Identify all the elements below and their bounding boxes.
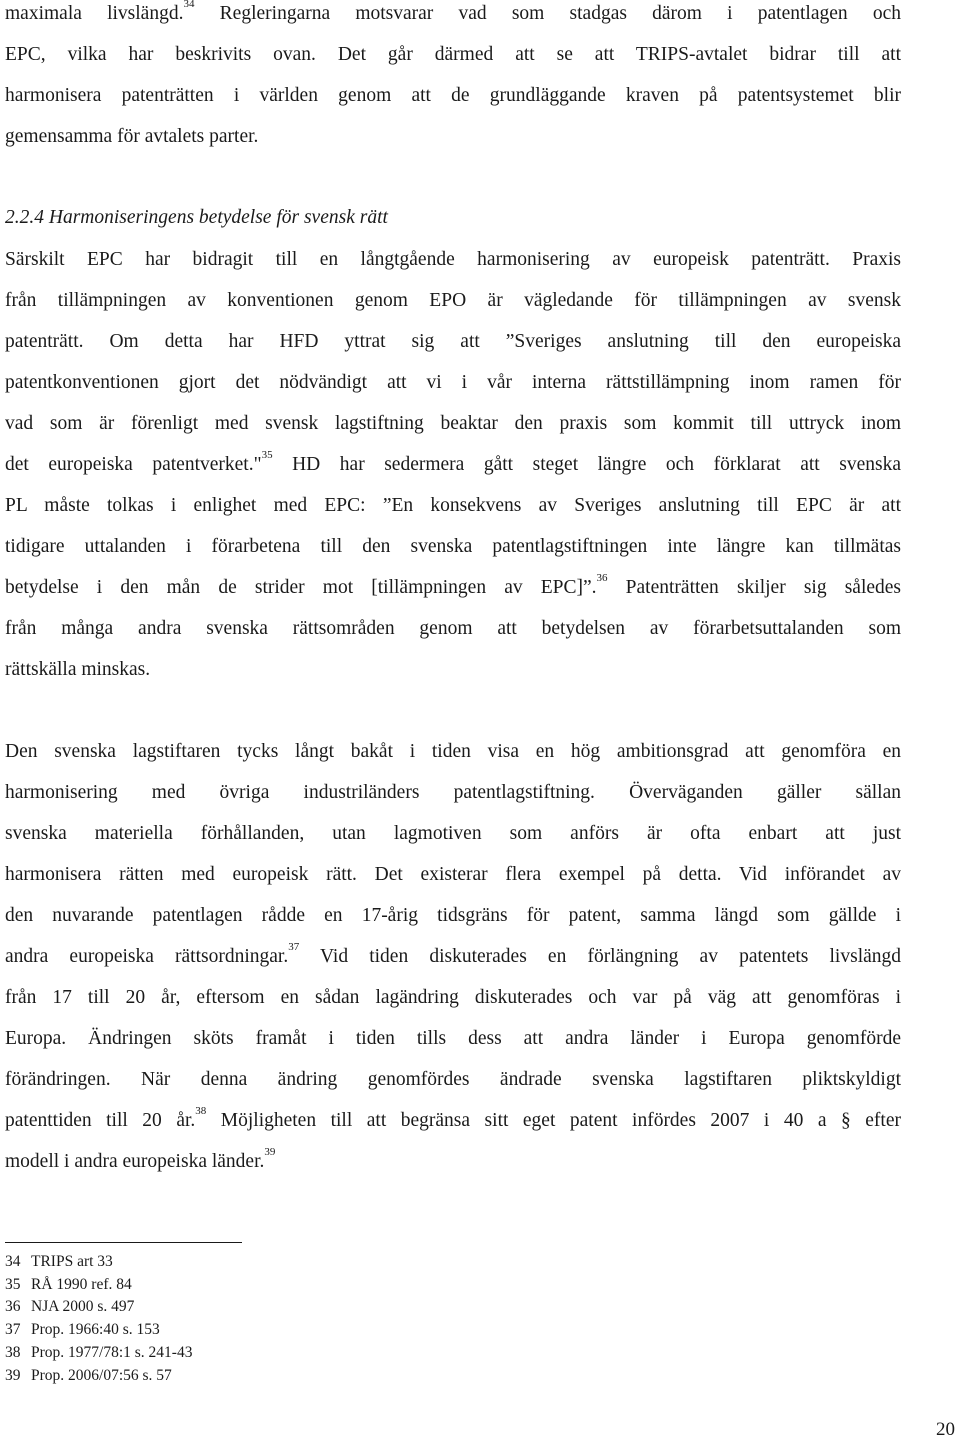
text-run: betydelse i den mån de strider mot [tillämpningen av EPC]”. (5, 577, 597, 598)
footnote-text: Prop. 2006/07:56 s. 57 (31, 1367, 172, 1384)
paragraph-2-line: patentkonventionen gjort det nödvändigt att vi i vår interna rättstillämpning inom ramen för (5, 372, 901, 393)
footnote-item (5, 1253, 113, 1271)
page-number: 20 (936, 1419, 955, 1440)
footnote-number: 36 (5, 1298, 21, 1315)
footnote-text: NJA 2000 s. 497 (31, 1298, 135, 1315)
paragraph-1-line (5, 2, 901, 26)
footnote-item (5, 1367, 172, 1385)
text-run: det europeiska patentverket." (5, 454, 262, 475)
footnote-reference[interactable]: 34 (183, 0, 195, 10)
paragraph-2-line: från många andra svenska rättsområden genom att betydelsen av förarbetsuttalanden som (5, 618, 901, 639)
footnote-reference[interactable]: 35 (261, 449, 273, 461)
footnote-number: 34 (5, 1253, 21, 1270)
text-run: Möjligheten till att begränsa sitt eget patent infördes 2007 i 40 a § efter (206, 1110, 901, 1131)
paragraph-3-line: Europa. Ändringen sköts framåt i tiden tills dess att andra länder i Europa genomförde (5, 1028, 901, 1049)
paragraph-2-line: vad som är förenligt med svensk lagstiftning beaktar den praxis som kommit till uttryck inom (5, 413, 901, 434)
footnote-separator (5, 1242, 242, 1243)
footnote-number: 38 (5, 1344, 21, 1361)
footnote-text: Prop. 1977/78:1 s. 241-43 (31, 1344, 193, 1361)
paragraph-2-line (5, 572, 902, 600)
footnote-text: RÅ 1990 ref. 84 (31, 1276, 132, 1293)
paragraph-3-line (5, 1146, 901, 1174)
paragraph-3-line: harmonisera rätten med europeisk rätt. Det existerar flera exempel på detta. Vid införandet av (5, 864, 901, 885)
paragraph-3-line: harmonisering med övriga industriländers patentlagstiftning. Överväganden gäller sällan (5, 782, 901, 803)
text-run: andra europeiska rättsordningar. (5, 946, 289, 967)
paragraph-1-line: harmonisera patenträtten i världen genom att de grundläggande kraven på patentsystemet blir (5, 85, 901, 106)
paragraph-2-line: tidigare uttalanden i förarbetena till den svenska patentlagstiftningen inte längre kan tillmätas (5, 536, 901, 557)
footnote-reference[interactable]: 37 (288, 941, 300, 953)
footnote-item (5, 1298, 134, 1316)
footnote-reference[interactable]: 39 (264, 1146, 276, 1158)
footnote-number: 35 (5, 1276, 21, 1293)
footnote-item (5, 1276, 132, 1294)
footnote-reference[interactable]: 38 (195, 1105, 207, 1117)
footnote-text: Prop. 1966:40 s. 153 (31, 1321, 160, 1338)
paragraph-3-line: svenska materiella förhållanden, utan lagmotiven som anförs är ofta enbart att just (5, 823, 901, 844)
paragraph-2-line: rättskälla minskas. (5, 659, 151, 680)
paragraph-3-line: från 17 till 20 år, eftersom en sådan lagändring diskuterades och var på väg att genomföras i (5, 987, 901, 1008)
footnote-number: 39 (5, 1367, 21, 1384)
footnote-item (5, 1321, 160, 1339)
paragraph-3-line: Den svenska lagstiftaren tycks långt bakåt i tiden visa en hög ambitionsgrad att genomföra en (5, 741, 901, 762)
paragraph-3-line: förändringen. När denna ändring genomfördes ändrade svenska lagstiftaren pliktskyldigt (5, 1069, 901, 1090)
paragraph-2-line: från tillämpningen av konventionen genom EPO är vägledande för tillämpningen av svensk (5, 290, 901, 311)
paragraph-3-line: den nuvarande patentlagen rådde en 17-årig tidsgräns för patent, samma längd som gällde i (5, 905, 901, 926)
text-run: patenttiden till 20 år. (5, 1110, 196, 1131)
paragraph-1-line: EPC, vilka har beskrivits ovan. Det går därmed att se att TRIPS-avtalet bidrar till att (5, 44, 901, 65)
text-run: Patenträtten skiljer sig således (607, 577, 902, 598)
paragraph-2-line (5, 449, 901, 477)
paragraph-2-line: PL måste tolkas i enlighet med EPC: ”En konsekvens av Sveriges anslutning till EPC är att (5, 495, 901, 516)
paragraph-3-line (5, 1105, 901, 1133)
footnote-text: TRIPS art 33 (31, 1253, 113, 1270)
text-run: Regleringarna motsvarar vad som stadgas därom i patentlagen och (194, 3, 902, 24)
paragraph-1-line: gemensamma för avtalets parter. (5, 126, 259, 147)
footnote-reference[interactable]: 36 (596, 572, 608, 584)
text-run: HD har sedermera gått steget längre och förklarat att svenska (272, 454, 901, 475)
footnote-number: 37 (5, 1321, 21, 1338)
footnote-item (5, 1344, 192, 1362)
section-heading: 2.2.4 Harmoniseringens betydelse för svensk rätt (5, 207, 388, 228)
paragraph-3-line (5, 941, 902, 969)
text-run: maximala livslängd. (5, 3, 184, 24)
text-run: modell i andra europeiska länder. (5, 1151, 265, 1172)
paragraph-2-line: Särskilt EPC har bidragit till en långtgående harmonisering av europeisk patenträtt. Praxis (5, 249, 901, 270)
paragraph-2-line: patenträtt. Om detta har HFD yttrat sig att ”Sveriges anslutning till den europeiska (5, 331, 901, 352)
text-run: Vid tiden diskuterades en förlängning av patentets livslängd (299, 946, 902, 967)
